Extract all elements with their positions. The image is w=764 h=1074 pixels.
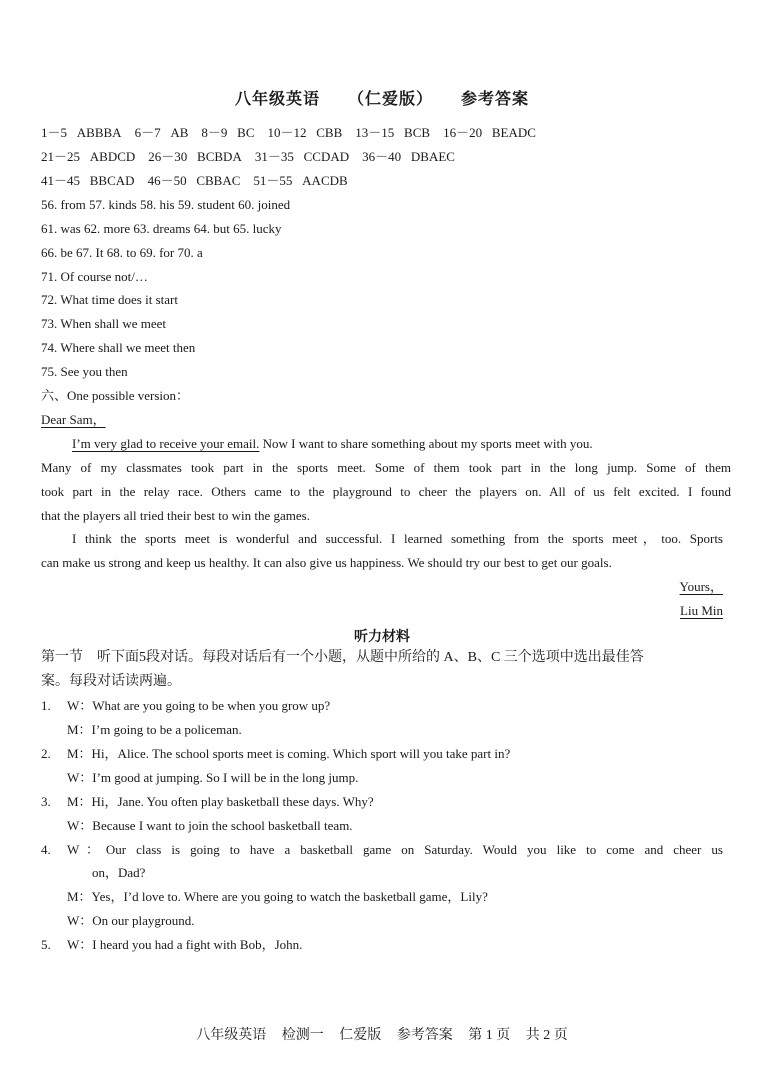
answer-range: 6－7 [134,125,161,140]
answer-range: 26－30 [148,149,188,164]
p1-rest: Now I want to share something about my sports meet with you. [259,436,593,451]
fill-answer-line: 56. from 57. kinds 58. his 59. student 60. joined [41,197,291,212]
essay-line: that the players all tried their best to win the games. [41,508,310,523]
footer-subject: 八年级英语 [196,1028,267,1043]
speaker-line: W：Our class is going to have a basketball game on Saturday. Would you like to come and cheer us [67,842,723,857]
essay-heading: 六、One possible version： [41,388,190,403]
essay-line: Many of my classmates took part in the sports meet. Some of them took part in the long jump. Some of them [41,460,731,475]
dialogue-line [41,842,731,858]
footer-label: 参考答案 [396,1028,453,1043]
listening-instructions: 第一节 听下面5段对话。每段对话后有一个小题，从题中所给的 A、B、C 三个选项中选出最佳答 [41,650,644,665]
answer-letters: CBBAC [196,173,241,188]
fill-answer-line: 73. When shall we meet [41,316,167,331]
answer-range: 13－15 [355,125,395,140]
title-label: 参考答案 [461,91,530,108]
essay-p2-first: I think the sports meet is wonderful and successful. I learned something from the sports meet，too. Sports [72,531,723,546]
essay-p1-first [72,436,762,452]
answer-range: 1－5 [41,125,68,140]
answer-letters: AB [170,125,189,140]
fill-answer-line: 66. be 67. It 68. to 69. for 70. a [41,245,203,260]
dialogue-line: W：I’m good at jumping. So I will be in the long jump. [67,770,359,785]
greeting-text: Dear Sam， [41,412,106,427]
answer-range: 41－45 [41,173,81,188]
answer-range: 21－25 [41,149,81,164]
listening-instructions-cont: 案。每段对话读两遍。 [41,674,181,689]
essay-line: can make us strong and keep us healthy. It can also give us happiness. We should try our best to get our goals. [41,555,612,570]
answer-range: 31－35 [254,149,294,164]
answer-letters: AACDB [302,173,348,188]
fill-answer-line: 75. See you then [41,364,128,379]
dialogue-line [41,937,731,953]
listening-title: 听力材料 [354,630,410,645]
footer-page-total: 共 2 页 [525,1028,568,1043]
answer-letters: CBB [316,125,343,140]
page-footer [0,1024,764,1044]
footer-test: 检测一 [281,1028,324,1043]
answer-range: 8－9 [201,125,228,140]
fill-answer-line: 61. was 62. more 63. dreams 64. but 65. lucky [41,221,282,236]
footer-page-number: 第 1 页 [468,1028,511,1043]
fill-answer-line: 74. Where shall we meet then [41,340,196,355]
speaker-line: M：Hi，Jane. You often play basketball these days. Why? [67,794,374,809]
question-number: 1. [41,698,51,713]
answer-letters: BC [237,125,255,140]
answer-letters: BBCAD [89,173,135,188]
answer-range: 46－50 [147,173,187,188]
dialogue-line: on，Dad? [92,865,146,880]
question-number: 5. [41,937,51,952]
essay-line: took part in the relay race. Others came to the playground to cheer the players on. All of us felt excited. I found [41,484,731,499]
closing-text: Yours， [679,579,723,594]
answer-letters: ABDCD [89,149,136,164]
question-number: 3. [41,794,51,809]
essay-closing [41,579,723,595]
fill-answer-line: 71. Of course not/… [41,269,148,284]
answer-row-3 [41,173,731,189]
answer-letters: DBAEC [410,149,455,164]
answer-letters: CCDAD [303,149,350,164]
footer-edition: 仁爱版 [339,1028,382,1043]
title-grade-subject: 八年级英语 [234,91,320,108]
answer-row-1 [41,125,731,141]
answer-letters: BEADC [491,125,536,140]
page-title [0,86,764,109]
speaker-line: M：Hi，Alice. The school sports meet is coming. Which sport will you take part in? [67,746,511,761]
essay-signature [41,603,723,619]
answer-range: 51－55 [253,173,293,188]
dialogue-line: M：I’m going to be a policeman. [67,722,242,737]
answer-range: 10－12 [267,125,307,140]
answer-range: 16－20 [443,125,483,140]
dialogue-line: M：Yes，I’d love to. Where are you going to watch the basketball game，Lily? [67,889,488,904]
dialogue-line: W：Because I want to join the school basketball team. [67,818,353,833]
speaker-line: W：I heard you had a fight with Bob，John. [67,937,303,952]
essay-greeting [41,412,731,428]
answer-letters: BCBDA [197,149,242,164]
answer-letters: ABBBA [76,125,122,140]
dialogue-line [41,698,731,714]
answer-row-2 [41,149,731,165]
dialogue-line [41,746,731,762]
answer-letters: BCB [404,125,431,140]
question-number: 4. [41,842,51,857]
dialogue-line: W：On our playground. [67,913,195,928]
answer-range: 36－40 [362,149,402,164]
speaker-line: W：What are you going to be when you grow up? [67,698,331,713]
dialogue-line [41,794,731,810]
underlined-sentence: I’m very glad to receive your email. [72,436,260,451]
title-edition: （仁爱版） [347,91,433,108]
signature-text: Liu Min [680,603,723,618]
fill-answer-line: 72. What time does it start [41,292,178,307]
question-number: 2. [41,746,51,761]
